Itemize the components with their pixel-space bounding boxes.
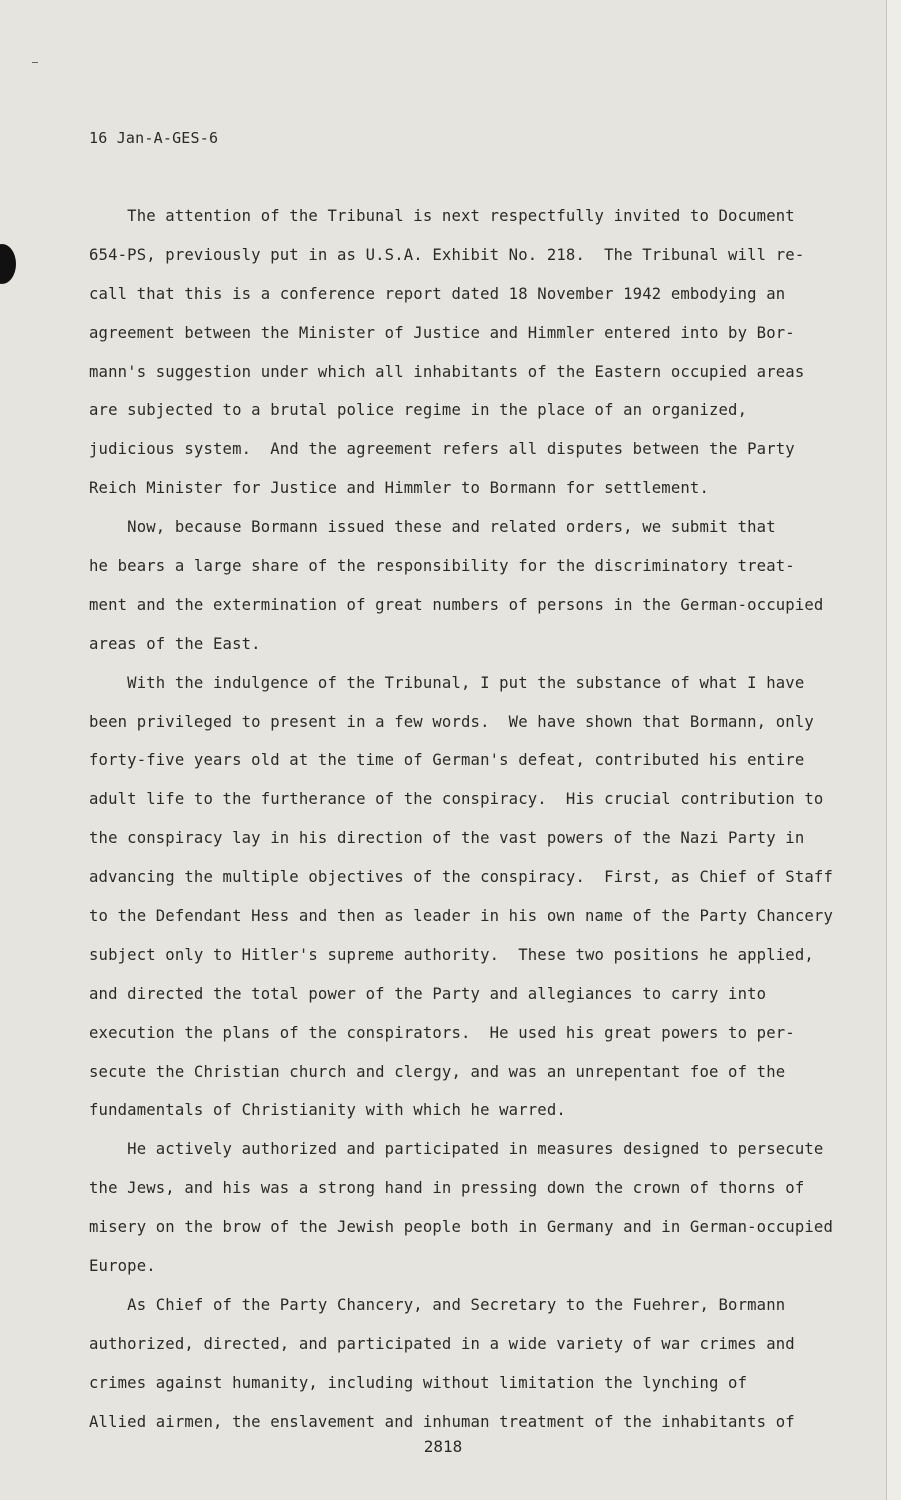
text-line: and directed the total power of the Party and allegiances to carry into [89,984,767,1003]
text-line: mann's suggestion under which all inhabitants of the Eastern occupied areas [89,362,805,381]
text-line: areas of the East. [89,634,261,653]
page-number: 2818 [423,1437,463,1456]
text-line: the conspiracy lay in his direction of the vast powers of the Nazi Party in [89,829,805,848]
text-line: ment and the extermination of great numbers of persons in the German-occupied [89,595,824,614]
text-line: misery on the brow of the Jewish people both in Germany and in German-occupied [89,1218,833,1237]
text-line: With the indulgence of the Tribunal, I put the substance of what I have [89,673,805,692]
text-line: Allied airmen, the enslavement and inhuman treatment of the inhabitants of [89,1412,795,1431]
text-line: execution the plans of the conspirators. He used his great powers to per- [89,1023,795,1042]
text-line: call that this is a conference report dated 18 November 1942 embodying an [89,284,786,303]
text-line: authorized, directed, and participated in a wide variety of war crimes and [89,1334,795,1353]
text-line: subject only to Hitler's supreme authority. These two positions he applied, [89,945,814,964]
text-line: to the Defendant Hess and then as leader in his own name of the Party Chancery [89,907,833,926]
punch-hole [0,244,16,284]
text-line: agreement between the Minister of Justice and Himmler entered into by Bor- [89,323,795,342]
text-line: are subjected to a brutal police regime in the place of an organized, [89,401,748,420]
text-line: Europe. [89,1257,156,1276]
text-line: secute the Christian church and clergy, and was an unrepentant foe of the [89,1062,786,1081]
text-line: he bears a large share of the responsibility for the discriminatory treat- [89,557,795,576]
text-line: advancing the multiple objectives of the conspiracy. First, as Chief of Staff [89,868,833,887]
body-text [89,197,849,1442]
document-code: 16 Jan-A-GES-6 [89,129,219,147]
text-line: adult life to the furtherance of the conspiracy. His crucial contribution to [89,790,824,809]
text-line: The attention of the Tribunal is next respectfully invited to Document [89,207,795,225]
text-line: forty-five years old at the time of German's defeat, contributed his entire [89,751,805,770]
text-line: been privileged to present in a few words. We have shown that Bormann, only [89,712,814,731]
text-line: crimes against humanity, including without limitation the lynching of [89,1373,748,1392]
text-line: the Jews, and his was a strong hand in pressing down the crown of thorns of [89,1179,805,1198]
text-line: judicious system. And the agreement refers all disputes between the Party [89,440,795,459]
page-edge [886,0,901,1500]
text-line: As Chief of the Party Chancery, and Secretary to the Fuehrer, Bormann [89,1295,786,1314]
text-line: 654-PS, previously put in as U.S.A. Exhibit No. 218. The Tribunal will re- [89,245,805,264]
text-line: Now, because Bormann issued these and related orders, we submit that [89,518,776,537]
text-line: Reich Minister for Justice and Himmler to Bormann for settlement. [89,479,709,498]
text-line: fundamentals of Christianity with which he warred. [89,1101,566,1120]
text-line: He actively authorized and participated in measures designed to persecute [89,1140,824,1159]
pencil-mark [32,62,38,63]
